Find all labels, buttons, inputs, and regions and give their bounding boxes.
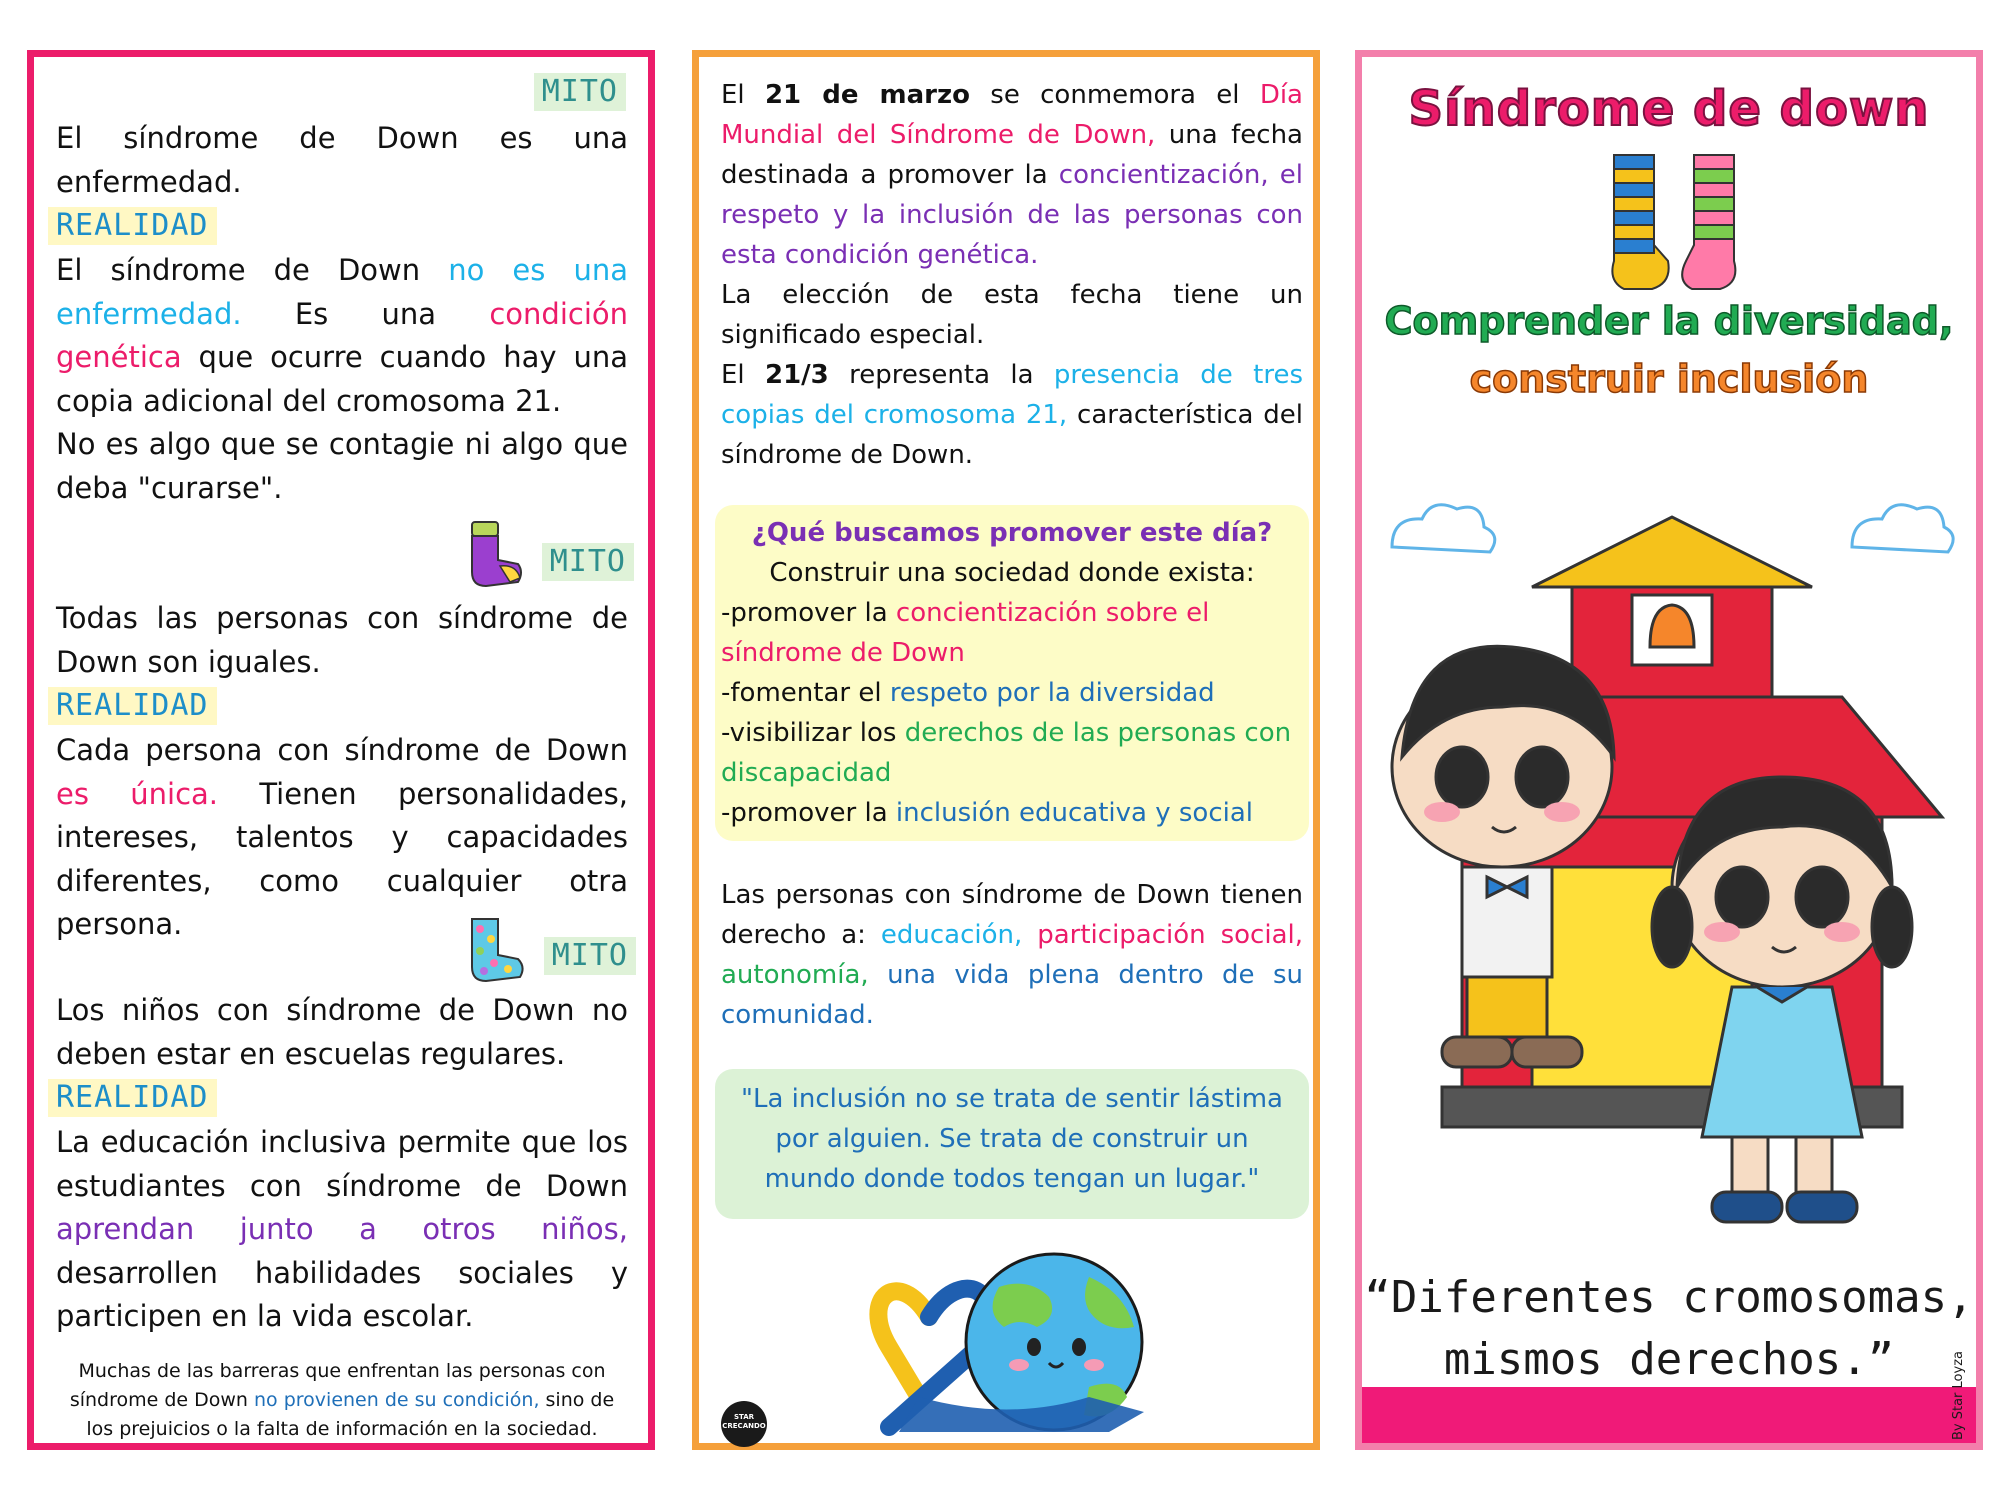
promote-box: [715, 505, 1309, 841]
cover-subtitle-1: Comprender la diversidad,: [1384, 299, 1954, 343]
myths-panel: [27, 50, 655, 1450]
info-panel: [692, 50, 1320, 1450]
brand-logo: STAR CRECANDO: [721, 1401, 767, 1447]
myth-label: MITO: [544, 937, 636, 975]
sock-icon: [464, 915, 528, 987]
promote-subtitle: Construir una sociedad donde exista:: [769, 558, 1255, 588]
cover-subtitle-2: construir inclusión: [1469, 357, 1869, 401]
intro-paragraph: El 21 de marzo se conmemora el Día Mundial del Síndrome de Down, una fecha destinada a promover la concientización, el respeto y la inclusión de las personas con esta condición genética. La elección de esta fecha tiene un significado especial. El 21/3 representa la presencia de tres copias del cromosoma 21, característica del síndrome de Down.: [721, 80, 1303, 470]
list-item: -fomentar el respeto por la diversidad: [721, 678, 1215, 708]
inclusion-quote: "La inclusión no se trata de sentir lástima por alguien. Se trata de construir un mundo donde todos tengan un lugar.": [715, 1069, 1309, 1219]
myth-2-text: Todas las personas con síndrome de Down son iguales.: [56, 601, 628, 679]
rights-paragraph: Las personas con síndrome de Down tienen derecho a: educación, participación social, autonomía, una vida plena dentro de su comunidad.: [721, 880, 1303, 1030]
myth-label: MITO: [534, 73, 626, 111]
promote-title: ¿Qué buscamos promover este día?: [751, 518, 1273, 548]
promote-list: [715, 593, 1309, 833]
cover-slogan: “Diferentes cromosomas, mismos derechos.”: [1364, 1272, 1974, 1385]
reality-1-text: El síndrome de Down no es una enfermedad. Es una condición genética que ocurre cuando hay una copia adicional del cromosoma 21. No es algo que se contagie ni algo que deba "curarse".: [56, 253, 628, 505]
reality-2-text: Cada persona con síndrome de Down es única. Tienen personalidades, intereses, talentos y capacidades diferentes, como cualquier otra persona.: [56, 733, 628, 941]
panel-footer-note: Muchas de las barreras que enfrentan las personas con síndrome de Down no provienen de su condición, sino de los prejuicios o la falta de información en la sociedad.: [69, 1360, 615, 1440]
list-item: -promover la inclusión educativa y social: [721, 798, 1254, 828]
author-credit: By Star Loyza: [1951, 1351, 1966, 1440]
cover-title: Síndrome de down: [1408, 81, 1930, 137]
list-item: -promover la concientización sobre el síndrome de Down: [721, 598, 1210, 668]
myth-1-text: El síndrome de Down es una enfermedad.: [56, 121, 628, 199]
reality-label: REALIDAD: [48, 687, 217, 725]
school-children-illustration: [1382, 457, 1962, 1247]
reality-label: REALIDAD: [48, 1079, 217, 1117]
sock-icon: [464, 520, 526, 592]
myth-3-text: Los niños con síndrome de Down no deben estar en escuelas regulares.: [56, 993, 628, 1071]
socks-icon: [1594, 149, 1754, 299]
myth-label: MITO: [542, 543, 634, 581]
cover-bottom-band: [1362, 1387, 1976, 1443]
earth-ribbon-illustration: [859, 1247, 1159, 1437]
reality-3-text: La educación inclusiva permite que los estudiantes con síndrome de Down aprendan junto a otros niños, desarrollen habilidades sociales y participen en la vida escolar.: [56, 1125, 628, 1333]
reality-label: REALIDAD: [48, 207, 217, 245]
cover-panel: [1355, 50, 1983, 1450]
list-item: -visibilizar los derechos de las personas con discapacidad: [721, 718, 1292, 788]
